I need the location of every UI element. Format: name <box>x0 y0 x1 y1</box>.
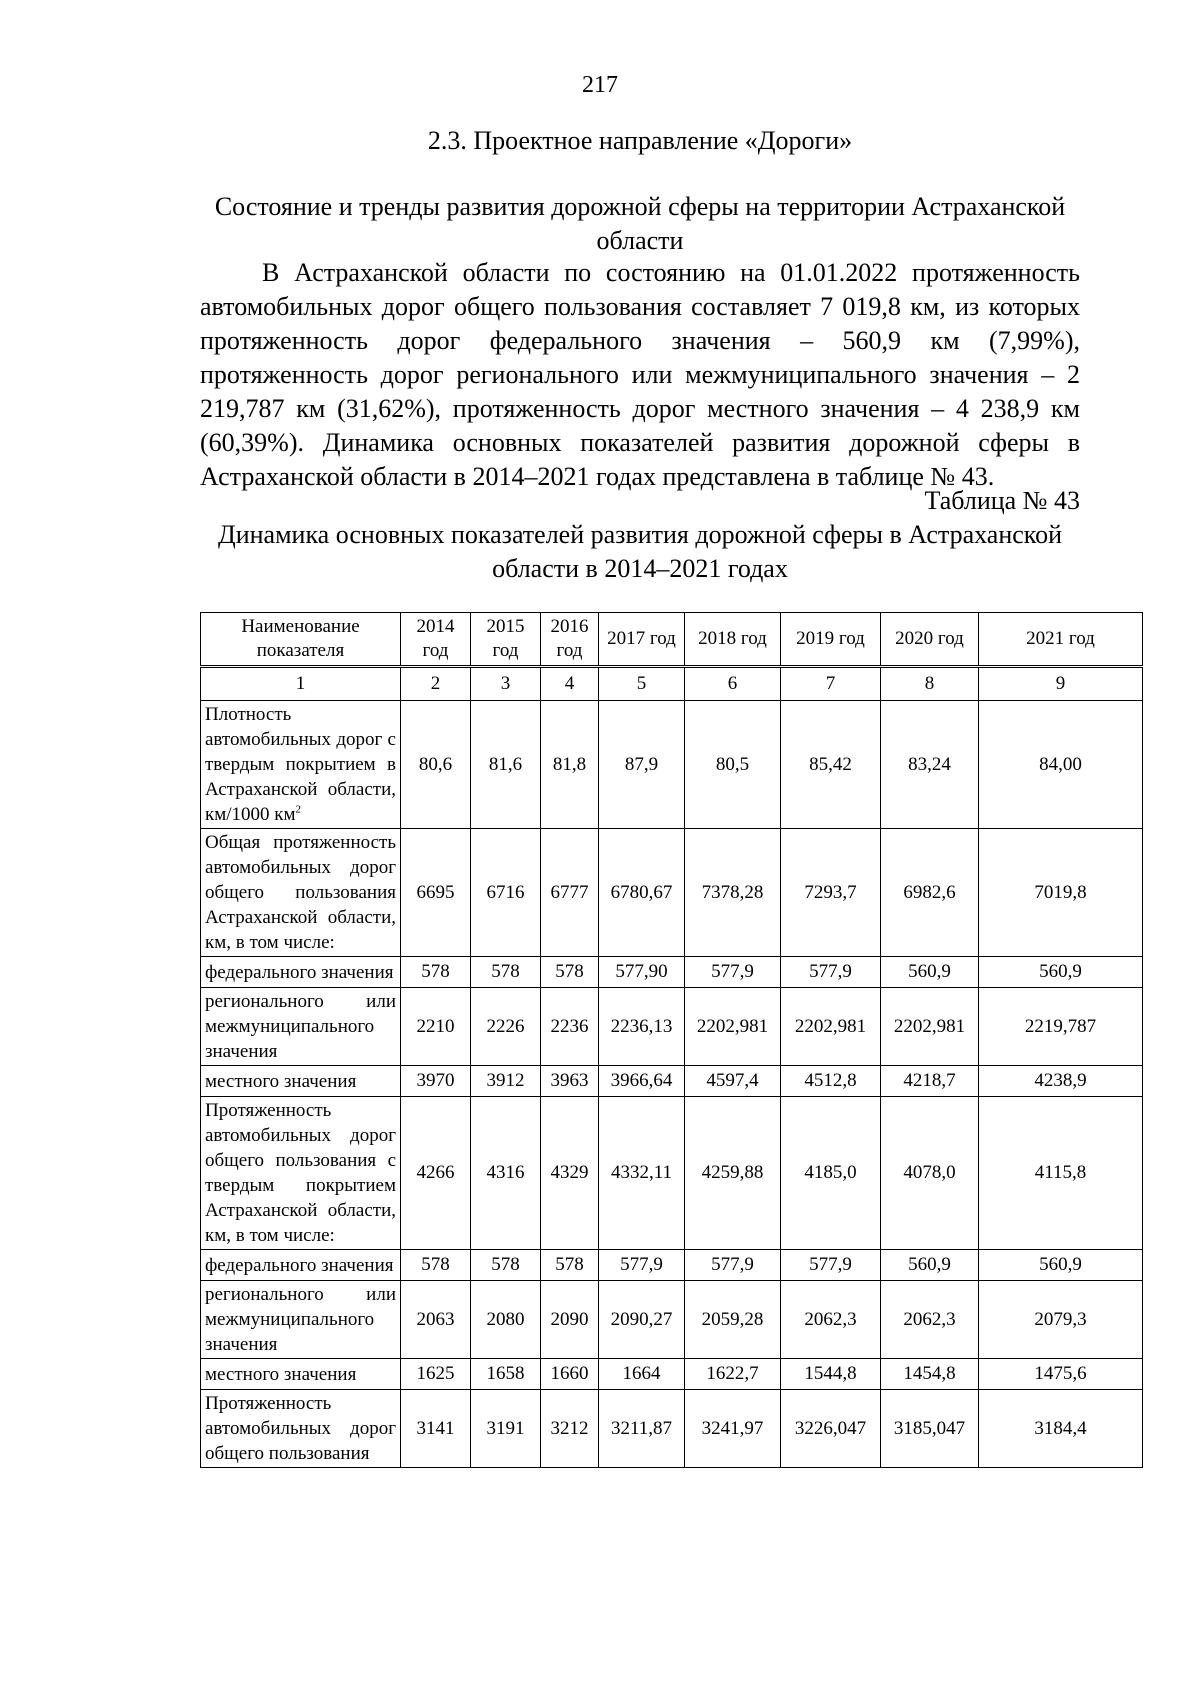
cell-value: 3970 <box>401 1066 471 1097</box>
cell-value: 3211,87 <box>599 1390 685 1468</box>
cell-value: 81,8 <box>541 701 599 829</box>
indicators-table <box>200 612 1143 1468</box>
cell-value: 2202,981 <box>685 988 781 1066</box>
cell-value: 578 <box>541 1250 599 1281</box>
table-row <box>201 1359 1143 1390</box>
cell-value: 2063 <box>401 1281 471 1359</box>
cell-value: 3963 <box>541 1066 599 1097</box>
cell-value: 3185,047 <box>881 1390 979 1468</box>
cell-value: 87,9 <box>599 701 685 829</box>
cell-value: 2210 <box>401 988 471 1066</box>
table-title: Динамика основных показателей развития дорожной сферы в Астраханской области в 2014–2021 годах <box>217 520 1063 583</box>
cell-value: 3191 <box>471 1390 541 1468</box>
header-year: 2017 год <box>599 613 685 667</box>
cell-value: 3966,64 <box>599 1066 685 1097</box>
cell-value: 6716 <box>471 829 541 957</box>
cell-value: 6982,6 <box>881 829 979 957</box>
column-number: 1 <box>201 667 401 701</box>
cell-value: 7293,7 <box>781 829 881 957</box>
cell-value: 4218,7 <box>881 1066 979 1097</box>
cell-value: 577,9 <box>781 1250 881 1281</box>
cell-value: 81,6 <box>471 701 541 829</box>
header-year: 2016 год <box>541 613 599 667</box>
column-number: 4 <box>541 667 599 701</box>
cell-value: 4332,11 <box>599 1097 685 1250</box>
column-number: 6 <box>685 667 781 701</box>
row-label <box>201 1097 401 1250</box>
header-year: 2021 год <box>979 613 1143 667</box>
row-label-text: Протяженность автомобильных дорог общего пользования <box>205 1393 396 1464</box>
row-label-text: Протяженность автомобильных дорог общего пользования с твердым покрытием Астраханской области, км, в том числе: <box>205 1100 396 1246</box>
column-number: 3 <box>471 667 541 701</box>
cell-value: 2079,3 <box>979 1281 1143 1359</box>
row-label-text: местного значения <box>205 1363 357 1385</box>
table-row <box>201 1390 1143 1468</box>
cell-value: 577,9 <box>781 957 881 988</box>
row-label <box>201 1250 401 1281</box>
cell-value: 4329 <box>541 1097 599 1250</box>
cell-value: 2236,13 <box>599 988 685 1066</box>
column-number: 9 <box>979 667 1143 701</box>
table-row <box>201 1281 1143 1359</box>
cell-value: 578 <box>471 957 541 988</box>
section-heading: 2.3. Проектное направление «Дороги» <box>427 126 853 155</box>
cell-value: 84,00 <box>979 701 1143 829</box>
page-number: 217 <box>582 72 618 98</box>
cell-value: 6777 <box>541 829 599 957</box>
row-label-text: федерального значения <box>205 1254 394 1276</box>
cell-value: 1475,6 <box>979 1359 1143 1390</box>
cell-value: 4259,88 <box>685 1097 781 1250</box>
cell-value: 578 <box>401 1250 471 1281</box>
row-label <box>201 1359 401 1390</box>
cell-value: 578 <box>401 957 471 988</box>
cell-value: 83,24 <box>881 701 979 829</box>
cell-value: 1660 <box>541 1359 599 1390</box>
row-label <box>201 988 401 1066</box>
row-label <box>201 957 401 988</box>
cell-value: 2219,787 <box>979 988 1143 1066</box>
cell-value: 1664 <box>599 1359 685 1390</box>
cell-value: 4115,8 <box>979 1097 1143 1250</box>
table-number: Таблица № 43 <box>924 486 1080 515</box>
cell-value: 1544,8 <box>781 1359 881 1390</box>
column-number: 8 <box>881 667 979 701</box>
table-row <box>201 701 1143 829</box>
cell-value: 1622,7 <box>685 1359 781 1390</box>
row-label <box>201 701 401 829</box>
cell-value: 2090,27 <box>599 1281 685 1359</box>
row-label-text: Плотность автомобильных дорог с твердым покрытием в Астраханской области, км/1000 км <box>205 704 396 825</box>
header-indicator: Наименование показателя <box>201 613 401 667</box>
cell-value: 3912 <box>471 1066 541 1097</box>
header-year: 2015 год <box>471 613 541 667</box>
cell-value: 2059,28 <box>685 1281 781 1359</box>
table-row <box>201 957 1143 988</box>
cell-value: 6780,67 <box>599 829 685 957</box>
cell-value: 1625 <box>401 1359 471 1390</box>
cell-value: 578 <box>471 1250 541 1281</box>
cell-value: 4185,0 <box>781 1097 881 1250</box>
cell-value: 577,9 <box>685 957 781 988</box>
cell-value: 3226,047 <box>781 1390 881 1468</box>
column-number: 5 <box>599 667 685 701</box>
cell-value: 4316 <box>471 1097 541 1250</box>
row-label <box>201 829 401 957</box>
cell-value: 2062,3 <box>781 1281 881 1359</box>
cell-value: 85,42 <box>781 701 881 829</box>
column-number-row <box>201 667 1143 701</box>
cell-value: 2202,981 <box>781 988 881 1066</box>
cell-value: 577,9 <box>685 1250 781 1281</box>
cell-value: 80,5 <box>685 701 781 829</box>
cell-value: 578 <box>541 957 599 988</box>
cell-value: 4078,0 <box>881 1097 979 1250</box>
cell-value: 560,9 <box>881 957 979 988</box>
cell-value: 4597,4 <box>685 1066 781 1097</box>
cell-value: 4512,8 <box>781 1066 881 1097</box>
cell-value: 2202,981 <box>881 988 979 1066</box>
cell-value: 560,9 <box>979 957 1143 988</box>
header-year: 2018 год <box>685 613 781 667</box>
row-label-superscript: 2 <box>295 803 302 816</box>
header-year: 2019 год <box>781 613 881 667</box>
cell-value: 3212 <box>541 1390 599 1468</box>
row-label-text: Общая протяженность автомобильных дорог общего пользования Астраханской области, км, в том числе: <box>205 832 396 953</box>
cell-value: 7378,28 <box>685 829 781 957</box>
intro-paragraph: В Астраханской области по состоянию на 01.01.2022 протяженность автомобильных дорог общего пользования составляет 7 019,8 км, из которых протяженность дорог федерального значения – 560,9 км (7,99%), протяженность дорог регионального или межмуниципального значения – 2 219,787 км (31,62%), протяженность дорог местного значения – 4 238,9 км (60,39%). Динамика основных показателей развития дорожной сферы в Астраханской области в 2014–2021 годах представлена в таблице № 43. <box>200 258 1080 491</box>
column-number: 7 <box>781 667 881 701</box>
cell-value: 2236 <box>541 988 599 1066</box>
cell-value: 1454,8 <box>881 1359 979 1390</box>
header-year: 2014 год <box>401 613 471 667</box>
cell-value: 1658 <box>471 1359 541 1390</box>
cell-value: 2080 <box>471 1281 541 1359</box>
cell-value: 7019,8 <box>979 829 1143 957</box>
cell-value: 80,6 <box>401 701 471 829</box>
row-label <box>201 1390 401 1468</box>
header-row <box>201 613 1143 667</box>
row-label-text: регионального или межмуниципального значения <box>205 1284 396 1355</box>
cell-value: 2062,3 <box>881 1281 979 1359</box>
row-label-text: регионального или межмуниципального значения <box>205 991 396 1062</box>
cell-value: 560,9 <box>881 1250 979 1281</box>
table-row <box>201 1250 1143 1281</box>
row-label-text: федерального значения <box>205 961 394 983</box>
cell-value: 3141 <box>401 1390 471 1468</box>
subheading: Состояние и тренды развития дорожной сферы на территории Астраханской области <box>214 192 1066 255</box>
row-label <box>201 1281 401 1359</box>
cell-value: 2090 <box>541 1281 599 1359</box>
cell-value: 2226 <box>471 988 541 1066</box>
row-label-text: местного значения <box>205 1070 357 1092</box>
header-year: 2020 год <box>881 613 979 667</box>
cell-value: 4238,9 <box>979 1066 1143 1097</box>
table-row <box>201 988 1143 1066</box>
cell-value: 577,9 <box>599 1250 685 1281</box>
row-label <box>201 1066 401 1097</box>
cell-value: 3184,4 <box>979 1390 1143 1468</box>
column-number: 2 <box>401 667 471 701</box>
cell-value: 3241,97 <box>685 1390 781 1468</box>
cell-value: 4266 <box>401 1097 471 1250</box>
cell-value: 560,9 <box>979 1250 1143 1281</box>
cell-value: 6695 <box>401 829 471 957</box>
table-row <box>201 1097 1143 1250</box>
cell-value: 577,90 <box>599 957 685 988</box>
table-row <box>201 829 1143 957</box>
table-row <box>201 1066 1143 1097</box>
